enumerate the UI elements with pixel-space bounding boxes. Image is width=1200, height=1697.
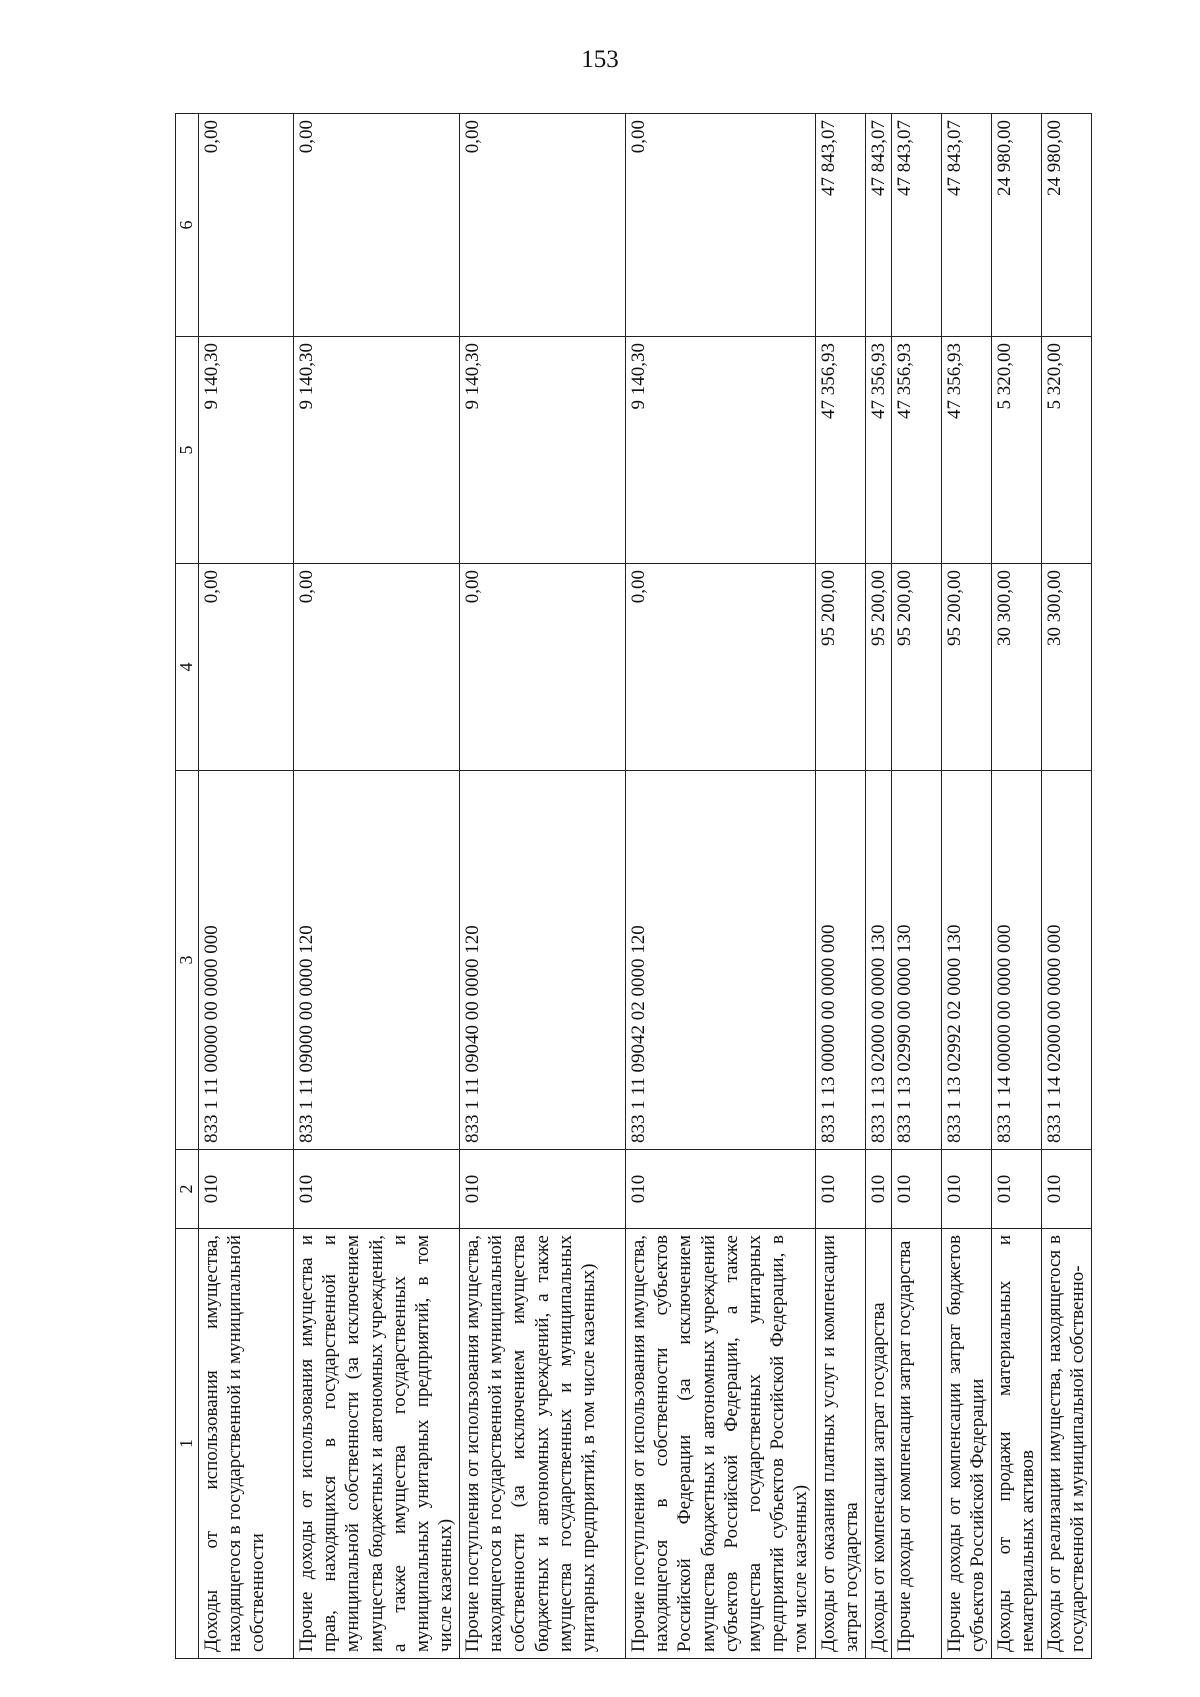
row-value-6: 47 843,07 xyxy=(866,114,892,337)
table-row xyxy=(892,114,942,1659)
row-value-4: 95 200,00 xyxy=(892,564,942,771)
rotated-table-container xyxy=(175,114,1101,1659)
row-value-4: 0,00 xyxy=(460,564,626,771)
row-value-6: 0,00 xyxy=(199,114,294,337)
col-header-2: 2 xyxy=(176,1150,199,1229)
row-value-4: 95 200,00 xyxy=(942,564,992,771)
row-budget-code: 833 1 13 00000 00 0000 000 xyxy=(816,771,866,1150)
row-budget-code: 833 1 13 02990 00 0000 130 xyxy=(892,771,942,1150)
row-name: Прочие поступления от использования имущества, находящегося в собственности субъектов Российской Федерации (за исключением имущества бюджетных и автономных учреждений субъектов Российской Федерации, а также имущества государственных унитарных предприятий субъектов Российской Федерации, в том числе казенных) xyxy=(626,1229,816,1659)
table-row xyxy=(199,114,294,1659)
row-value-6: 47 843,07 xyxy=(816,114,866,337)
col-header-5: 5 xyxy=(176,337,199,564)
page-number: 153 xyxy=(581,46,619,73)
row-value-5: 9 140,30 xyxy=(626,337,816,564)
row-name: Прочие доходы от использования имущества и прав, находящихся в государственной и муниципальной собственности (за исключением имущества бюджетных и автономных учреждений, а также имущества государственных и муниципальных унитарных предприятий, в том числе казенных) xyxy=(294,1229,460,1659)
col-header-3: 3 xyxy=(176,771,199,1150)
row-budget-code: 833 1 11 00000 00 0000 000 xyxy=(199,771,294,1150)
row-value-5: 9 140,30 xyxy=(199,337,294,564)
row-name: Доходы от использования имущества, находящегося в государственной и муниципальной собственности xyxy=(199,1229,294,1659)
row-value-5: 9 140,30 xyxy=(294,337,460,564)
row-value-6: 0,00 xyxy=(626,114,816,337)
row-value-4: 0,00 xyxy=(199,564,294,771)
row-value-4: 95 200,00 xyxy=(866,564,892,771)
row-name: Доходы от реализации имущества, находящегося в государственной и муниципальной собственно- xyxy=(1042,1229,1092,1659)
table-row xyxy=(460,114,626,1659)
row-value-5: 47 356,93 xyxy=(816,337,866,564)
row-budget-code: 833 1 11 09000 00 0000 120 xyxy=(294,771,460,1150)
row-value-4: 95 200,00 xyxy=(816,564,866,771)
revenue-table xyxy=(175,113,1092,1659)
table-row xyxy=(626,114,816,1659)
row-value-4: 0,00 xyxy=(626,564,816,771)
row-budget-code: 833 1 14 02000 00 0000 000 xyxy=(1042,771,1092,1150)
row-value-4: 30 300,00 xyxy=(992,564,1042,771)
table-row xyxy=(816,114,866,1659)
col-header-1: 1 xyxy=(176,1229,199,1659)
row-value-6: 47 843,07 xyxy=(942,114,992,337)
row-name: Прочие доходы от компенсации затрат бюджетов субъектов Российской Федерации xyxy=(942,1229,992,1659)
row-line-code: 010 xyxy=(992,1150,1042,1229)
row-line-code: 010 xyxy=(626,1150,816,1229)
row-value-6: 47 843,07 xyxy=(892,114,942,337)
row-value-5: 47 356,93 xyxy=(942,337,992,564)
row-value-6: 0,00 xyxy=(294,114,460,337)
row-budget-code: 833 1 11 09040 00 0000 120 xyxy=(460,771,626,1150)
header-row xyxy=(176,114,199,1659)
row-line-code: 010 xyxy=(892,1150,942,1229)
row-line-code: 010 xyxy=(199,1150,294,1229)
row-budget-code: 833 1 11 09042 02 0000 120 xyxy=(626,771,816,1150)
row-value-6: 0,00 xyxy=(460,114,626,337)
col-header-6: 6 xyxy=(176,114,199,337)
col-header-4: 4 xyxy=(176,564,199,771)
row-value-5: 5 320,00 xyxy=(992,337,1042,564)
row-value-5: 47 356,93 xyxy=(866,337,892,564)
row-budget-code: 833 1 13 02992 02 0000 130 xyxy=(942,771,992,1150)
table-row xyxy=(1042,114,1092,1659)
row-name: Доходы от компенсации затрат государства xyxy=(866,1229,892,1659)
row-name: Прочие поступления от использования имущества, находящегося в государственной и муниципальной собственности (за исключением имущества бюджетных и автономных учреждений, а также имущества государственных и муниципальных унитарных предприятий, в том числе казенных) xyxy=(460,1229,626,1659)
row-value-4: 0,00 xyxy=(294,564,460,771)
row-name: Доходы от продажи материальных и нематериальных активов xyxy=(992,1229,1042,1659)
table-row xyxy=(992,114,1042,1659)
row-budget-code: 833 1 13 02000 00 0000 130 xyxy=(866,771,892,1150)
row-line-code: 010 xyxy=(866,1150,892,1229)
table-row xyxy=(866,114,892,1659)
row-line-code: 010 xyxy=(816,1150,866,1229)
row-value-5: 47 356,93 xyxy=(892,337,942,564)
table-row xyxy=(942,114,992,1659)
row-line-code: 010 xyxy=(1042,1150,1092,1229)
row-name: Прочие доходы от компенсации затрат государства xyxy=(892,1229,942,1659)
row-value-5: 5 320,00 xyxy=(1042,337,1092,564)
row-budget-code: 833 1 14 00000 00 0000 000 xyxy=(992,771,1042,1150)
row-value-6: 24 980,00 xyxy=(1042,114,1092,337)
row-value-6: 24 980,00 xyxy=(992,114,1042,337)
row-name: Доходы от оказания платных услуг и компенсации затрат государства xyxy=(816,1229,866,1659)
row-value-4: 30 300,00 xyxy=(1042,564,1092,771)
row-value-5: 9 140,30 xyxy=(460,337,626,564)
row-line-code: 010 xyxy=(294,1150,460,1229)
table-row xyxy=(294,114,460,1659)
row-line-code: 010 xyxy=(460,1150,626,1229)
row-line-code: 010 xyxy=(942,1150,992,1229)
